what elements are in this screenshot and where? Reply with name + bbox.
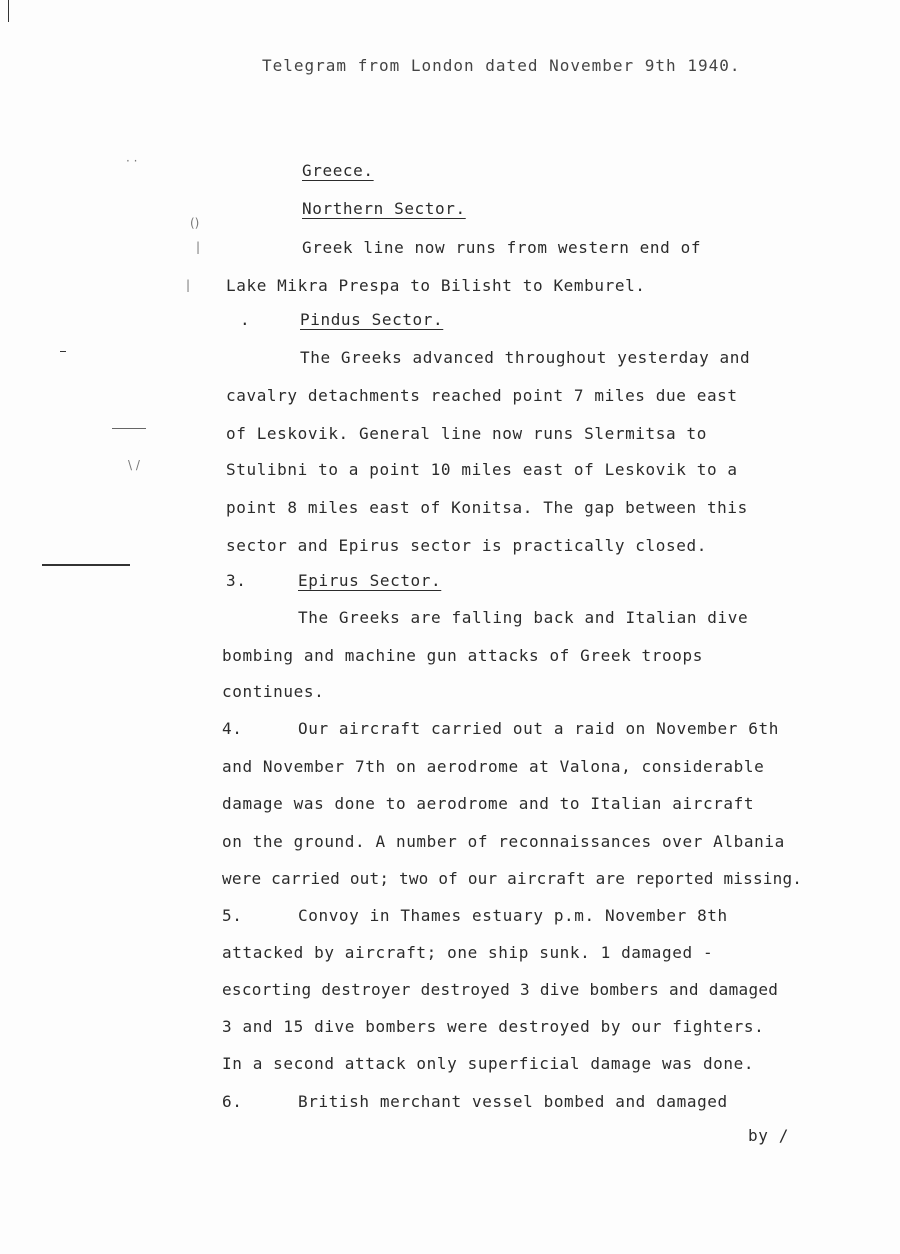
body-line: point 8 miles east of Konitsa. The gap between this [226,498,748,517]
document-header: Telegram from London dated November 9th 1940. [262,56,741,75]
body-line: British merchant vessel bombed and damaged [298,1092,728,1111]
body-line: The Greeks are falling back and Italian dive [298,608,749,627]
body-line: continues. [222,682,325,701]
body-line: Lake Mikra Prespa to Bilisht to Kemburel. [226,276,646,295]
catchword: by / [748,1126,789,1145]
body-line: cavalry detachments reached point 7 miles due east [226,386,738,405]
margin-speck: · · [126,154,138,168]
body-line: 3 and 15 dive bombers were destroyed by our fighters. [222,1017,765,1036]
body-line: on the ground. A number of reconnaissances over Albania [222,832,785,851]
body-line: bombing and machine gun attacks of Greek troops [222,646,703,665]
body-line: Stulibni to a point 10 miles east of Leskovik to a [226,460,738,479]
section-title-pindus: Pindus Sector. [300,310,444,329]
margin-dash [60,351,66,352]
body-line: were carried out; two of our aircraft are reported missing. [222,869,803,888]
body-line: of Leskovik. General line now runs Slermitsa to [226,424,707,443]
body-line: The Greeks advanced throughout yesterday and [300,348,751,367]
body-line: sector and Epirus sector is practically closed. [226,536,707,555]
edge-mark [8,0,9,22]
body-line: escorting destroyer destroyed 3 dive bombers and damaged [222,980,779,999]
paragraph-number: 6. [222,1092,243,1111]
paragraph-number: 3. [226,571,247,590]
body-line: Convoy in Thames estuary p.m. November 8th [298,906,728,925]
paragraph-number: 5. [222,906,243,925]
body-line: In a second attack only superficial damage was done. [222,1054,755,1073]
margin-rule [42,564,130,566]
section-title-northern: Northern Sector. [302,199,466,218]
body-line: attacked by aircraft; one ship sunk. 1 damaged - [222,943,714,962]
body-line: damage was done to aerodrome and to Italian aircraft [222,794,755,813]
section-title-greece: Greece. [302,161,374,180]
section-title-epirus: Epirus Sector. [298,571,442,590]
margin-speck: () [190,216,200,230]
margin-speck: | [186,278,191,292]
margin-speck: | [196,240,201,254]
body-line: and November 7th on aerodrome at Valona, considerable [222,757,765,776]
paragraph-number: 4. [222,719,243,738]
margin-dash [112,428,146,429]
margin-speck: \ / [128,458,140,472]
body-line: Our aircraft carried out a raid on November 6th [298,719,779,738]
body-line: Greek line now runs from western end of [302,238,702,257]
paragraph-number: . [240,310,251,329]
